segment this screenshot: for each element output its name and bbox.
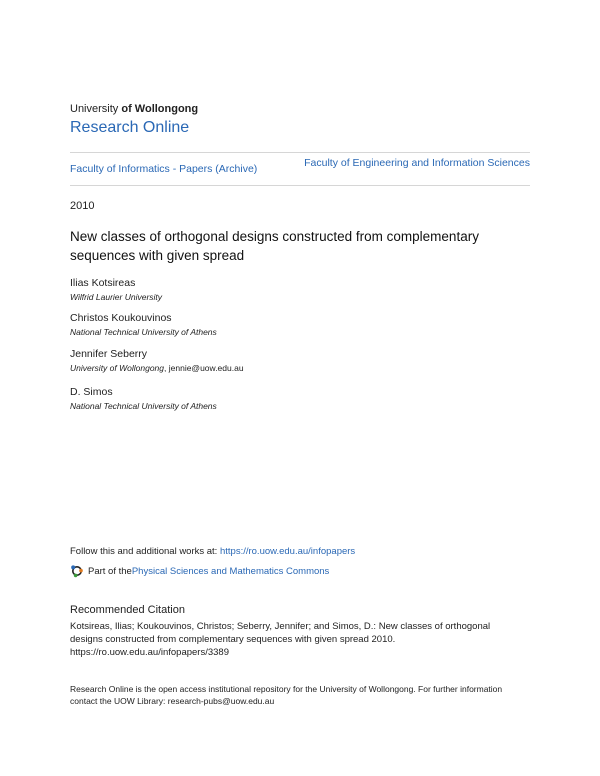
footer-contact: contact the UOW Library: research-pubs@uow.edu.au [70,695,275,706]
author-name: D. Simos [70,386,113,398]
citation-body [70,620,530,659]
citation-line: Kotsireas, Ilias; Koukouvinos, Christos; Seberry, Jennifer; and Simos, D.: New classes of orthogonal [70,621,491,632]
faculty-informatics-link[interactable]: Faculty of Informatics - Papers (Archive) [70,163,258,175]
infopapers-link[interactable]: https://ro.uow.edu.au/infopapers [219,546,356,557]
author-affiliation-with-email: University of Wollongong, jennie@uow.edu.au [70,363,244,373]
research-online-link[interactable]: Research Online [70,119,190,136]
university-name [70,103,198,115]
author-name: Ilias Kotsireas [70,277,136,289]
follow-text: Follow this and additional works at: [70,546,220,557]
author-name: Christos Koukouvinos [70,312,172,324]
follow-line [70,546,355,557]
part-of-text: Part of the [88,565,132,577]
part-of-line [70,564,329,578]
commons-network-icon [70,564,84,578]
paper-title: New classes of orthogonal designs constructed from complementary sequences with given spread [70,229,479,263]
author-affiliation: University of Wollongong [70,363,165,373]
author-affiliation: Wilfrid Laurier University [70,292,163,302]
footer-line: Research Online is the open access institutional repository for the University of Wollongong. For further information [70,684,503,694]
author-affiliation: National Technical University of Athens [70,327,217,337]
author-email: jennie@uow.edu.au [168,363,244,373]
citation-url[interactable]: https://ro.uow.edu.au/infopapers/3389 [70,647,229,658]
citation-heading: Recommended Citation [70,604,185,616]
repository-footer [70,684,530,707]
top-divider [70,152,530,153]
author-affiliation: National Technical University of Athens [70,401,217,411]
bottom-divider [70,185,530,186]
publication-year: 2010 [70,200,95,212]
citation-line: designs constructed from complementary sequences with given spread 2010. [70,634,396,645]
author-name: Jennifer Seberry [70,348,148,360]
faculty-engineering-link[interactable]: Faculty of Engineering and Information Sciences [304,157,530,169]
commons-link[interactable]: Physical Sciences and Mathematics Commons [131,565,330,577]
university-suffix: of Wollongong [118,103,199,115]
university-prefix: University [70,103,119,115]
